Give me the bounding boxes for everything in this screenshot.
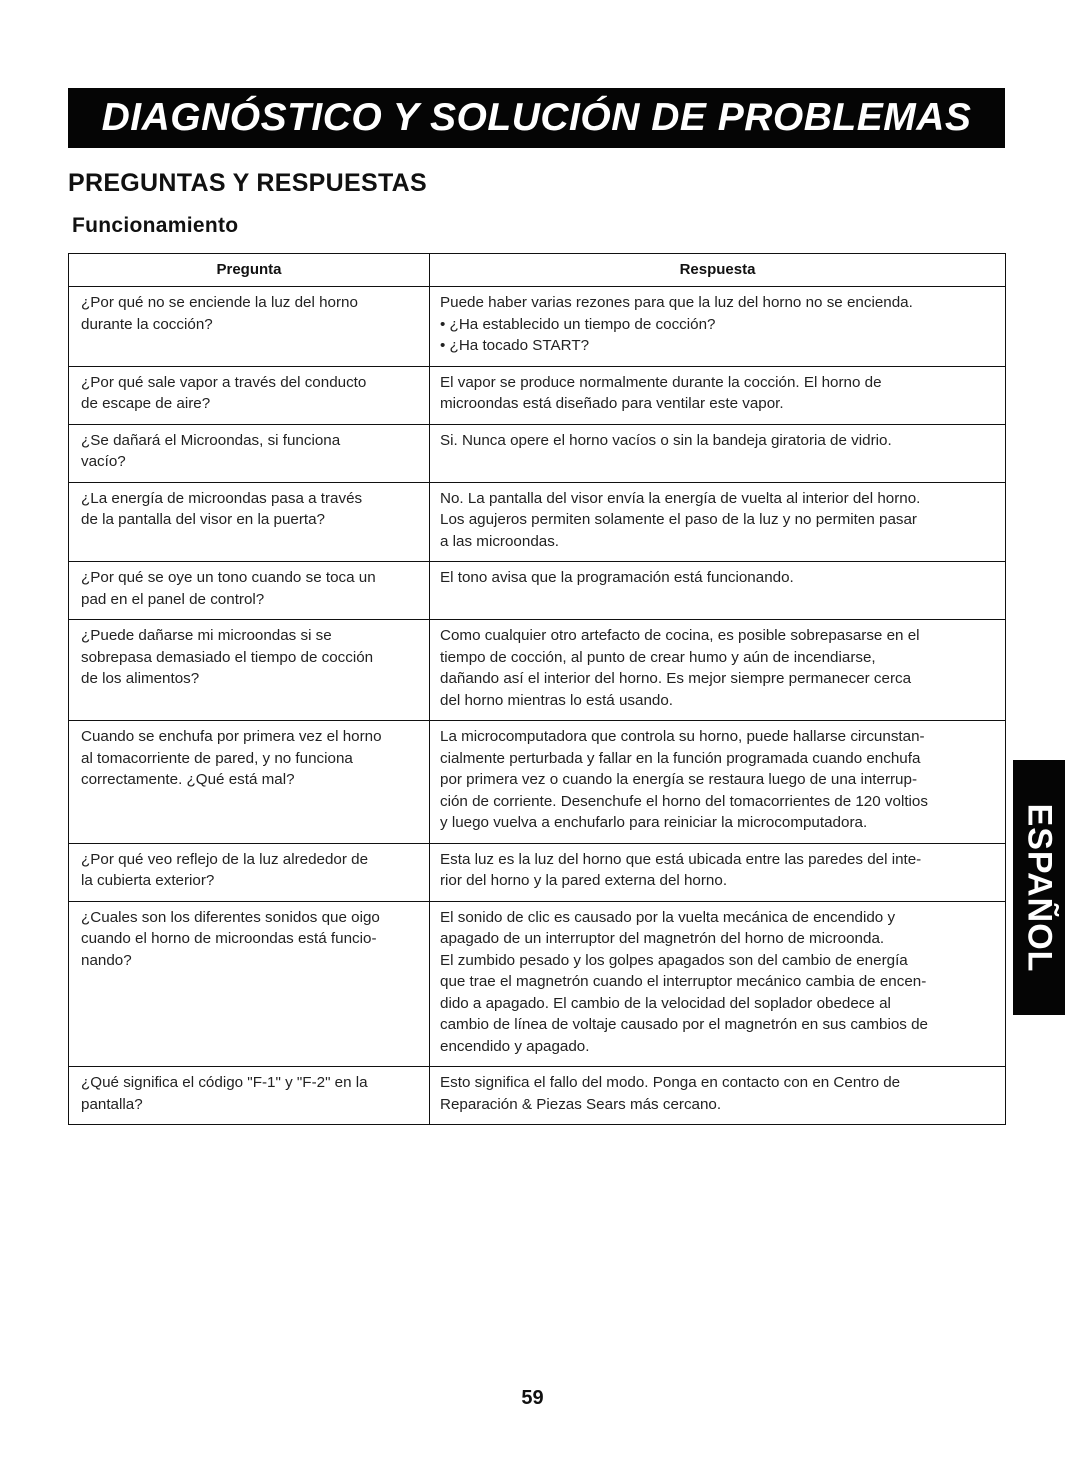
answer-line: cambio de línea de voltaje causado por el magnetrón en sus cambios de [440,1016,928,1033]
language-side-tab-label: ESPAÑOL [1020,803,1059,972]
qa-table-body [69,287,1006,1125]
answer-line: y luego vuelva a enchufarlo para reiniciar la microcomputadora. [440,814,868,831]
question-line: ¿Se dañará el Microondas, si funciona [81,431,341,449]
question-line: ¿Por qué se oye un tono cuando se toca un [81,569,376,586]
page-header-banner [68,88,1005,148]
answer-line: Los agujeros permiten solamente el paso de la luz y no permiten pasar [440,511,917,528]
question-cell [69,620,430,721]
table-row [69,482,1006,562]
answer-line: El sonido de clic es causado por la vuelta mecánica de encendido y [440,908,896,926]
question-line: vacío? [81,453,126,470]
answer-line: microondas está diseñado para ventilar este vapor. [440,395,784,412]
column-header-answer: Respuesta [430,254,1006,287]
table-row [69,901,1006,1067]
question-cell [69,901,430,1067]
question-line: durante la cocción? [81,315,213,333]
answer-line: ción de corriente. Desenchufe el horno del tomacorrientes de 120 voltios [440,792,928,810]
answer-line: cialmente perturbada y fallar en la función programada cuando enchufa [440,749,921,767]
question-line: pantalla? [81,1095,143,1113]
answer-cell [430,721,1006,844]
question-line: ¿Por qué sale vapor a través del conducto [81,373,367,391]
answer-line: Esto significa el fallo del modo. Ponga en contacto con en Centro de [440,1074,901,1091]
table-row [69,1067,1006,1125]
answer-cell [430,424,1006,482]
answer-cell [430,620,1006,721]
answer-cell [430,366,1006,424]
question-line: ¿Cuales son los diferentes sonidos que oigo [81,908,380,926]
answer-cell [430,901,1006,1067]
question-cell [69,287,430,367]
answer-line: por primera vez o cuando la energía se restaura luego de una interrup- [440,771,918,788]
question-line: ¿Qué significa el código "F-1" y "F-2" en la [81,1074,368,1091]
qa-table-header-row [69,254,1006,287]
answer-cell [430,1067,1006,1125]
page-header-title: DIAGNÓSTICO Y SOLUCIÓN DE PROBLEMAS [101,96,972,139]
answer-line: • ¿Ha establecido un tiempo de cocción? [440,315,716,333]
question-line: correctamente. ¿Qué está mal? [81,771,295,788]
table-row [69,562,1006,620]
table-row [69,721,1006,844]
answer-line: encendido y apagado. [440,1037,590,1055]
question-cell [69,424,430,482]
section-title: PREGUNTAS Y RESPUESTAS [68,169,427,197]
table-row [69,620,1006,721]
answer-line: El vapor se produce normalmente durante la cocción. El horno de [440,373,882,391]
question-line: de los alimentos? [81,670,200,687]
question-cell [69,562,430,620]
page-number: 59 [521,1387,544,1409]
answer-line: que trae el magnetrón cuando el interruptor mecánico cambia de encen- [440,973,927,990]
question-cell [69,843,430,901]
answer-line: a las microondas. [440,532,560,550]
question-line: Cuando se enchufa por primera vez el horno [81,728,382,745]
table-row [69,843,1006,901]
question-cell [69,366,430,424]
question-cell [69,1067,430,1125]
question-line: al tomacorriente de pared, y no funciona [81,749,353,767]
question-line: pad en el panel de control? [81,590,265,608]
column-header-question: Pregunta [69,254,430,287]
answer-line: Reparación & Piezas Sears más cercano. [440,1095,722,1113]
answer-line: dido a apagado. El cambio de la velocidad del soplador obedece al [440,994,891,1012]
question-line: ¿Puede dañarse mi microondas si se [81,627,332,644]
answer-line: Puede haber varias rezones para que la luz del horno no se encienda. [440,294,913,311]
answer-line: Esta luz es la luz del horno que está ubicada entre las paredes del inte- [440,850,922,868]
qa-table [68,253,1006,1125]
question-line: ¿La energía de microondas pasa a través [81,489,363,507]
question-line: la cubierta exterior? [81,872,215,889]
question-cell [69,482,430,562]
answer-line: tiempo de cocción, al punto de crear humo y aún de incendiarse, [440,648,876,666]
question-cell [69,721,430,844]
answer-line: rior del horno y la pared externa del horno. [440,872,728,889]
answer-line: Como cualquier otro artefacto de cocina, es posible sobrepasarse en el [440,627,920,644]
subsection-title: Funcionamiento [72,214,239,237]
answer-line: El tono avisa que la programación está funcionando. [440,569,794,586]
answer-line: No. La pantalla del visor envía la energía de vuelta al interior del horno. [440,489,921,507]
answer-line: Si. Nunca opere el horno vacíos o sin la bandeja giratoria de vidrio. [440,431,892,449]
language-side-tab [1013,760,1065,1015]
question-line: cuando el horno de microondas está funcio- [81,930,377,947]
answer-line: La microcomputadora que controla su horno, puede hallarse circunstan- [440,728,925,745]
question-line: de escape de aire? [81,395,211,412]
answer-line: El zumbido pesado y los golpes apagados son del cambio de energía [440,951,908,969]
question-line: nando? [81,951,132,969]
question-line: ¿Por qué veo reflejo de la luz alrededor de [81,850,369,868]
question-line: de la pantalla del visor en la puerta? [81,511,326,528]
table-row [69,366,1006,424]
answer-cell [430,287,1006,367]
table-row [69,424,1006,482]
table-row [69,287,1006,367]
answer-cell [430,843,1006,901]
answer-line: dañando así el interior del horno. Es mejor siempre permanecer cerca [440,670,912,687]
question-line: ¿Por qué no se enciende la luz del horno [81,294,358,311]
answer-cell [430,482,1006,562]
answer-line: del horno mientras lo está usando. [440,691,674,709]
answer-line: • ¿Ha tocado START? [440,337,590,354]
answer-cell [430,562,1006,620]
answer-line: apagado de un interruptor del magnetrón del horno de microonda. [440,930,885,947]
question-line: sobrepasa demasiado el tiempo de cocción [81,648,374,666]
